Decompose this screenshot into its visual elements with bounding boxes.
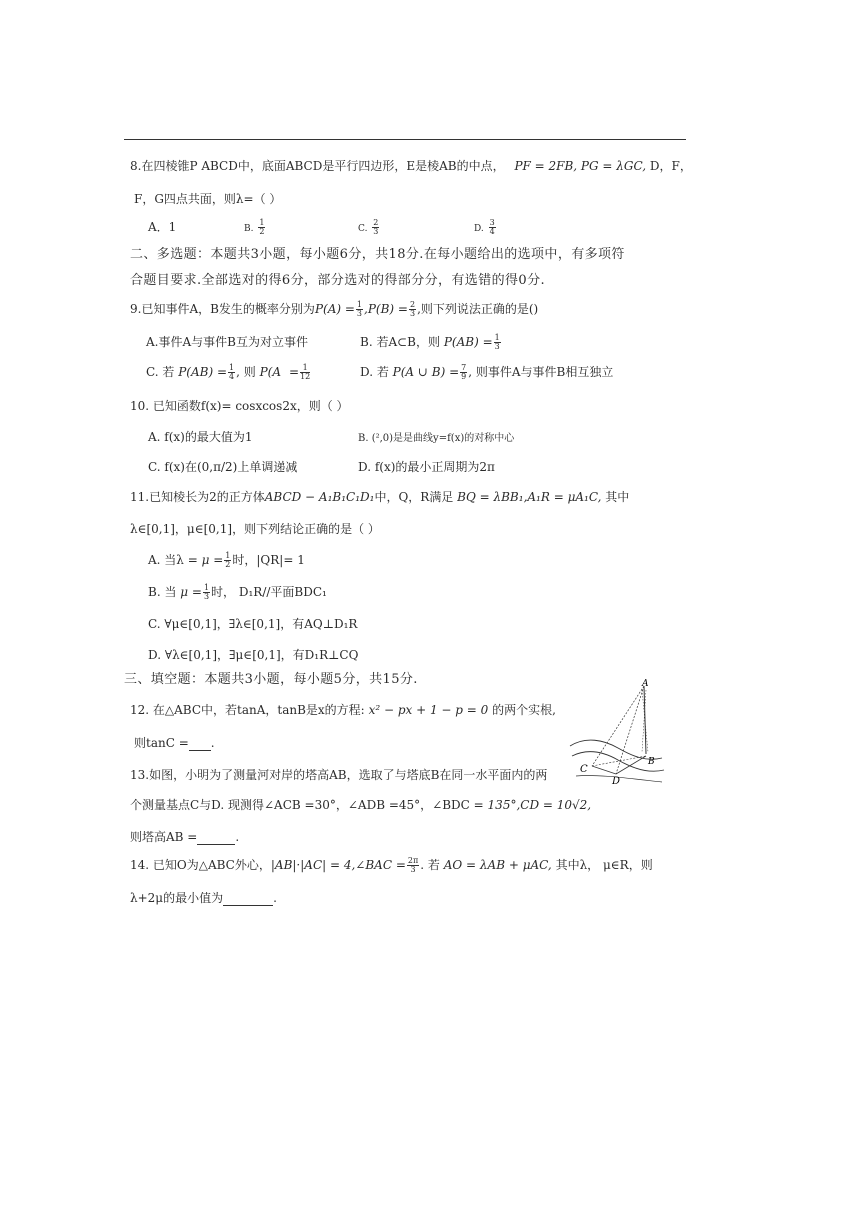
q8-line2: F，G四点共面，则λ=（ ） bbox=[134, 192, 282, 206]
q9-option-a: A.事件A与事件B互为对立事件 bbox=[146, 335, 308, 349]
q13-line1: 13.如图，小明为了测量河对岸的塔高AB，选取了与塔底B在同一水平面内的两 bbox=[130, 768, 548, 782]
section3-heading: 三、填空题：本题共3小题，每小题5分，共15分. bbox=[124, 672, 418, 687]
header-rule bbox=[124, 139, 686, 140]
section2-heading: 二、多选题：本题共3小题，每小题6分，共18分.在每小题给出的选项中，有多项符 bbox=[130, 247, 625, 262]
tower-river-figure bbox=[566, 678, 666, 788]
q12-stem: 12. 在△ABC中，若tanA，tanB是x的方程: x² − px + 1 − p = 0 的两个实根, bbox=[130, 703, 556, 717]
q13-answer-blank[interactable] bbox=[197, 832, 235, 845]
label-a: A bbox=[642, 679, 649, 689]
q8-option-d: D. $\frac{3}{4}$ bbox=[474, 218, 495, 236]
q9-option-b: B. 若A⊂B，则 P(AB) = $\frac{1}{3}$ bbox=[360, 333, 500, 351]
q11-option-a: A. 当λ = μ = $\frac{1}{2}$ 时，|QR|= 1 bbox=[148, 551, 305, 569]
q12-answer-line: 则tanC = . bbox=[134, 736, 215, 750]
q8-line1 bbox=[130, 158, 692, 174]
q14-stem: 14. 已知O为△ABC外心，|AB|·|AC| = 4,∠BAC = $\frac{2\pi}{3}$ . 若 AO = λAB + μAC, 其中λ， μ∈R，则 bbox=[130, 856, 653, 874]
section2-instructions: 合题目要求.全部选对的得6分，部分选对的得部分分，有选错的得0分. bbox=[130, 273, 546, 288]
q10-option-a: A. f(x)的最大值为1 bbox=[148, 430, 253, 444]
q8-option-a: A．1 bbox=[148, 220, 177, 234]
q11-option-c: C. ∀μ∈[0,1]，∃λ∈[0,1]，有AQ⊥D₁R bbox=[148, 617, 358, 631]
q12-answer-blank[interactable] bbox=[189, 738, 211, 751]
q9-option-c: C. 若 P(AB) = $\frac{1}{4}$ , 则 P(A = $\frac{1}{12}$ bbox=[146, 363, 311, 381]
q8-stem-tail: D，F， bbox=[649, 159, 692, 173]
q10-option-d: D. f(x)的最小正周期为2π bbox=[358, 460, 495, 474]
label-d: D bbox=[612, 776, 621, 787]
q11-option-d: D. ∀λ∈[0,1]，∃μ∈[0,1]，有D₁R⊥CQ bbox=[148, 648, 359, 662]
q13-line3: 则塔高AB = . bbox=[130, 830, 240, 844]
q14-line2: λ+2μ的最小值为 . bbox=[130, 891, 277, 905]
label-b: B bbox=[648, 757, 655, 767]
q8-stem: 8.在四棱锥P ABCD中，底面ABCD是平行四边形，E是棱AB的中点， bbox=[130, 159, 505, 173]
q13-line2: 个测量基点C与D. 现测得∠ACB =30°，∠ADB =45°，∠BDC = 135°,CD = 10√2, bbox=[130, 798, 592, 812]
q9-stem: 9.已知事件A，B发生的概率分别为P(A) = $\frac{1}{3}$ ,P(B) = $\frac{2}{3}$ ,则下列说法正确的是() bbox=[130, 300, 539, 318]
q8-formula: PF = 2FB, PG = λGC, bbox=[514, 159, 647, 173]
q14-answer-blank[interactable] bbox=[223, 893, 273, 906]
q9-option-d: D. 若 P(A ∪ B) = $\frac{7}{9}$ , 则事件A与事件B相互独立 bbox=[360, 363, 614, 381]
q11-stem: 11.已知棱长为2的正方体ABCD − A₁B₁C₁D₁中，Q，R满足 BQ = λBB₁,A₁R = μA₁C, 其中 bbox=[130, 490, 630, 504]
q8-option-c: C. $\frac{2}{3}$ bbox=[358, 218, 379, 236]
q10-option-c: C. f(x)在(0,π/2)上单调递减 bbox=[148, 460, 298, 474]
q10-option-b: B. (²,0)是是曲线y=f(x)的对称中心 bbox=[358, 433, 515, 444]
label-c: C bbox=[580, 764, 588, 775]
q11-option-b: B. 当 μ = $\frac{1}{3}$ 时， D₁R//平面BDC₁ bbox=[148, 583, 327, 601]
q11-conditions: λ∈[0,1]，μ∈[0,1]，则下列结论正确的是（ ） bbox=[130, 522, 380, 536]
q8-option-b: B. $\frac{1}{2}$ bbox=[244, 218, 265, 236]
q10-stem: 10. 已知函数f(x)= cosxcos2x，则（ ） bbox=[130, 399, 349, 413]
